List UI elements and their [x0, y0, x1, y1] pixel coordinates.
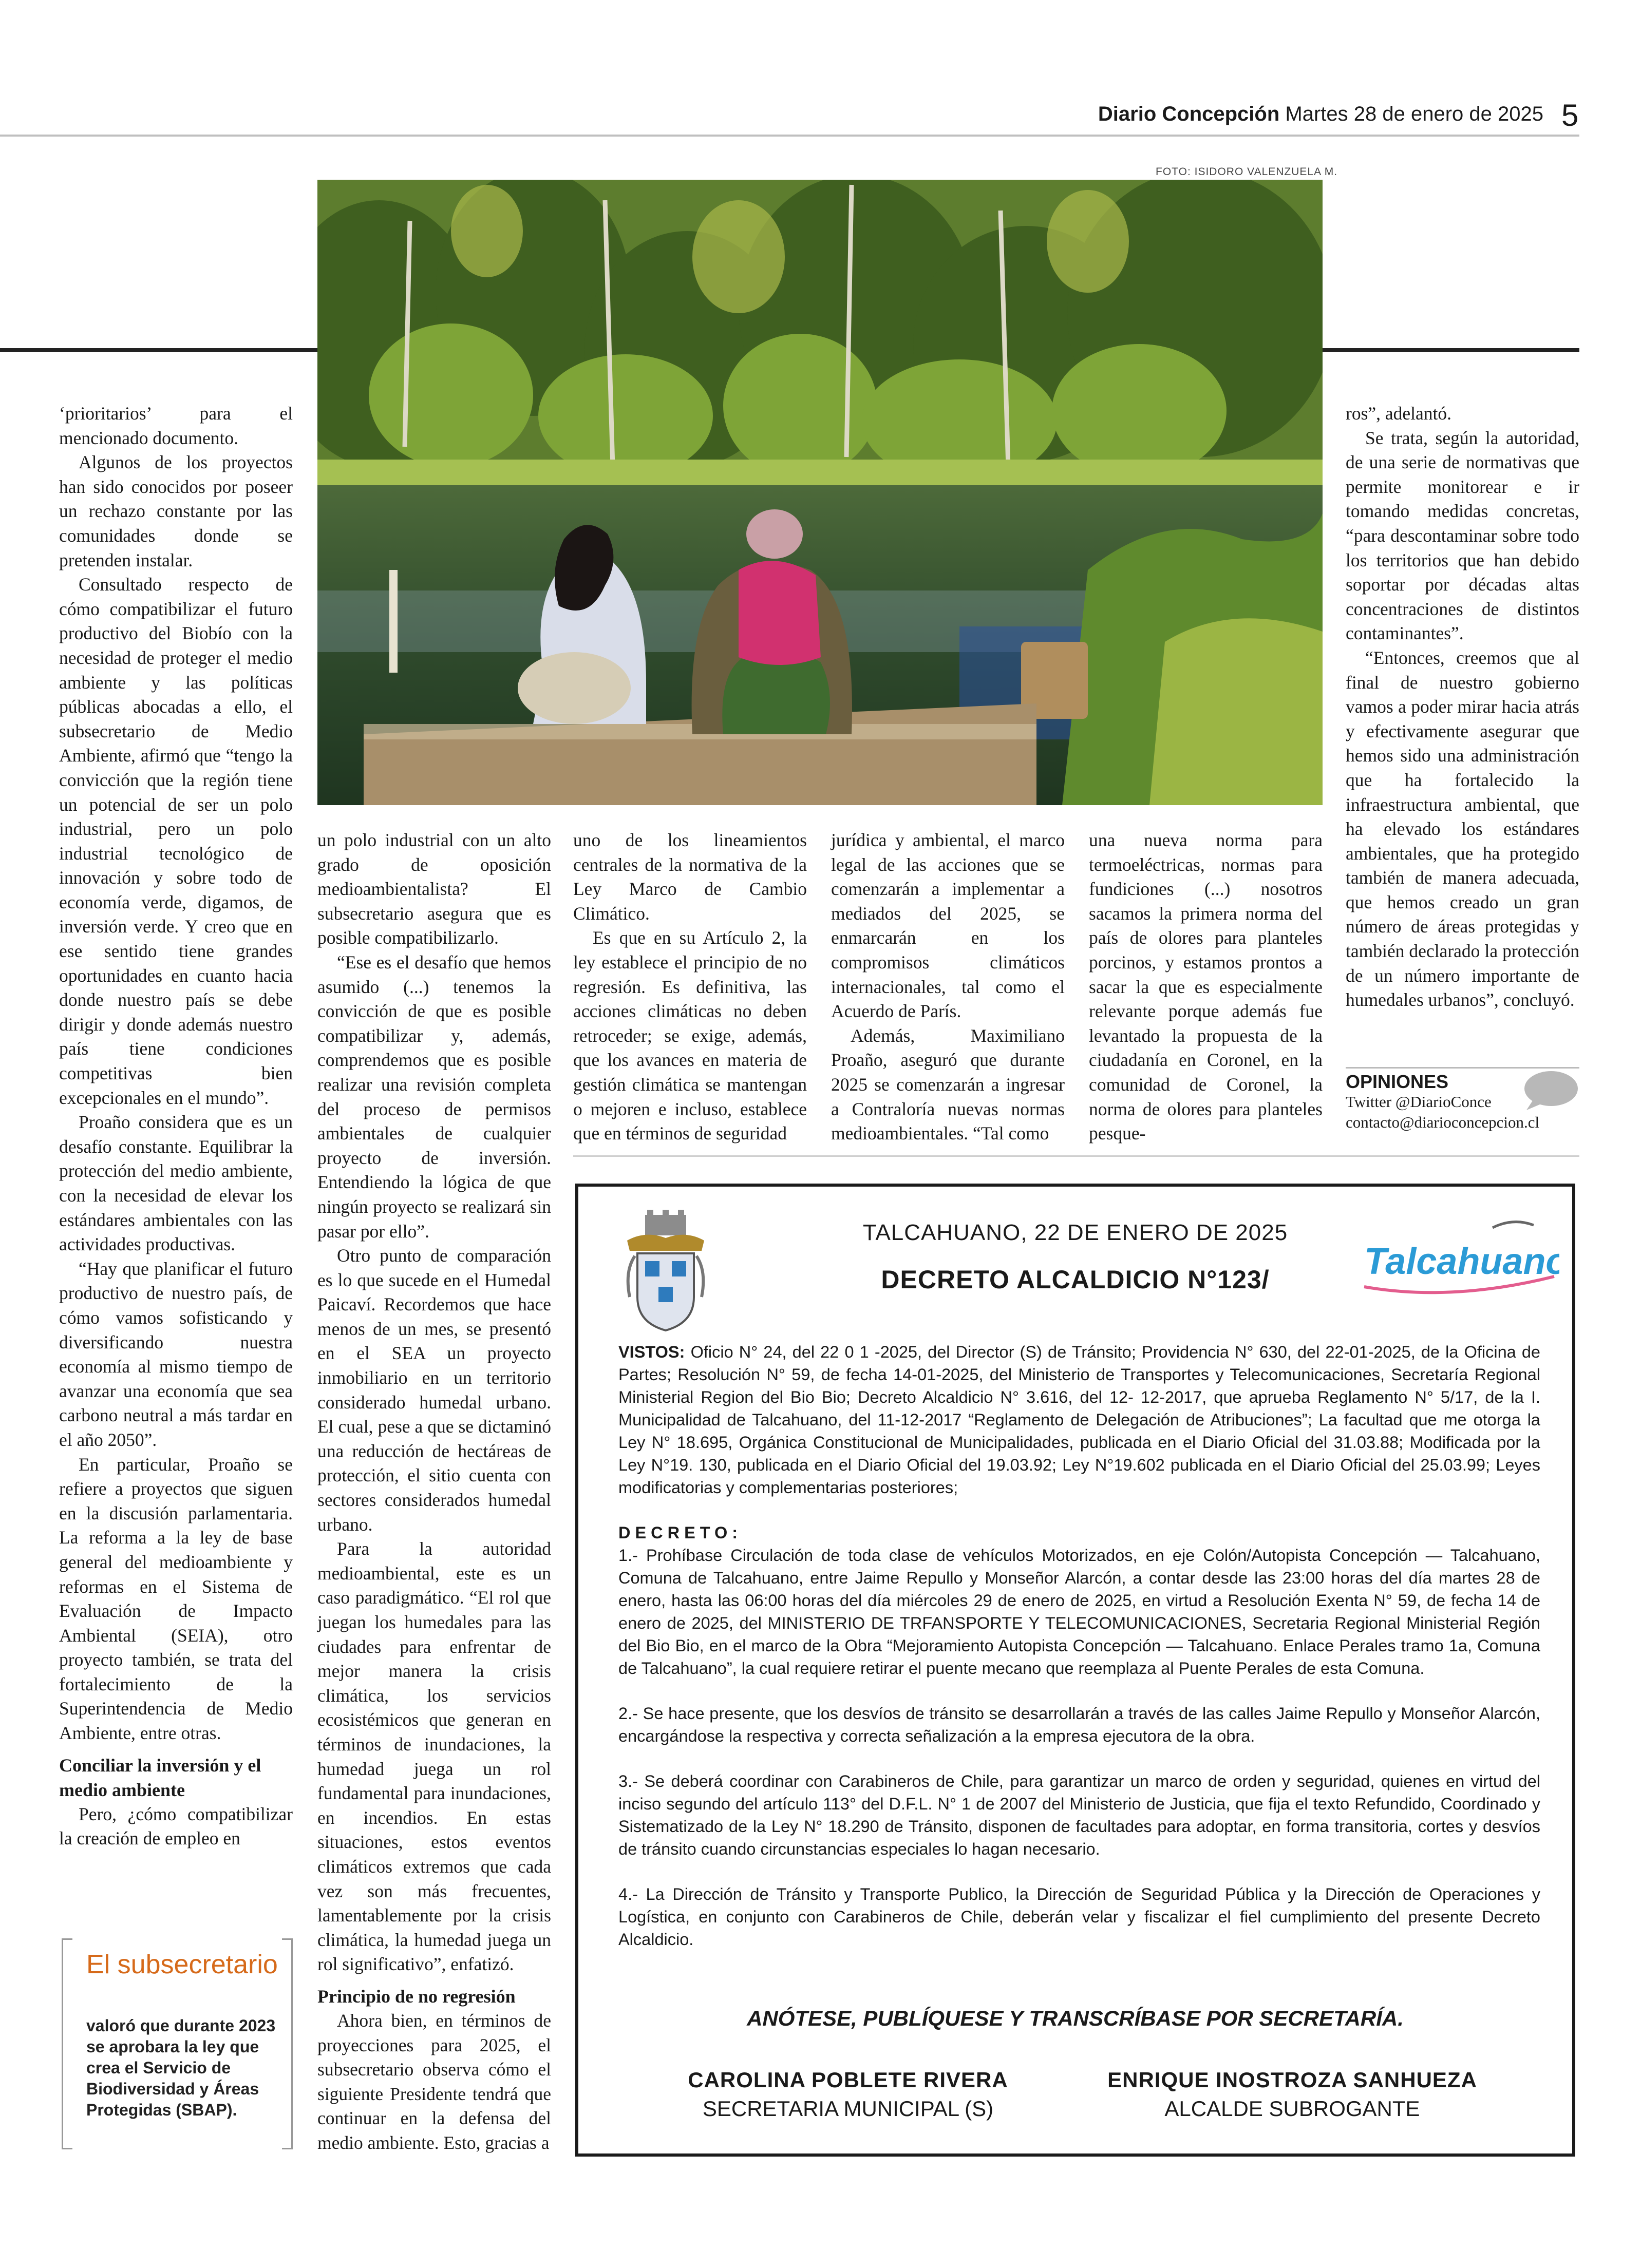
- vistos-paragraph: [618, 1341, 1540, 1499]
- article-column-4: [831, 828, 1065, 1146]
- paragraph: Pero, ¿cómo compatibilizar la creación de empleo en: [59, 1803, 293, 1849]
- decreto-label: DECRETO:: [618, 1523, 743, 1542]
- signatory-role: SECRETARIA MUNICIPAL (S): [702, 2097, 994, 2121]
- paragraph: Para la autoridad medioambiental, este es un caso paradigmático. “El rol que juegan los humedales para las ciudades para enfrentar de mejor manera la crisis climática, los servicios ecosistémicos que generan en términos de inundaciones, la humedad juega un rol fundamental para inundaciones, en incendios. En estas situaciones, estos eventos climáticos extremos que cada vez son más frecuentes, lamentablemente por la crisis climática, la humedad juega un rol significativo”, enfatizó.: [317, 1538, 551, 1975]
- paragraph: una nueva norma para termoeléctricas, normas para fundiciones (...) nosotros sacamos la primera norma del país de olores para planteles porcinos, y estamos prontos a sacar la que es especialmente relevante porque además fue levantado la propuesta de la ciudadanía en Coronel, en la comunidad de Coronel, la norma de olores para planteles pesque-: [1089, 830, 1323, 1144]
- signature-block: [655, 2066, 1041, 2123]
- paragraph: Algunos de los proyectos han sido conocidos por poseer un rechazo constante por las comunidades donde se pretenden instalar.: [59, 452, 293, 570]
- lake-photo: [317, 180, 1323, 805]
- photo-credit: FOTO: ISIDORO VALENZUELA M.: [1156, 166, 1338, 178]
- talcahuano-logo-text: Talcahuano: [1364, 1241, 1559, 1282]
- paragraph: Es que en su Artículo 2, la ley establece el principio de no regresión. Es definitiva, las acciones climáticas no deben retroceder; se exige, además, que los avances en materia de gestión climática se mantengan o mejoren e incluso, establece que en términos de seguridad: [573, 927, 807, 1144]
- decree-body: [618, 1341, 1540, 1973]
- decree-item: 3.- Se deberá coordinar con Carabineros de Chile, para garantizar un marco de orden y seguridad, quienes en virtud del inciso segundo del artículo 113° del D.F.L. N° 1 de 2007 del Ministerio de Justicia, que fija el texto Refundido, Coordinado y Sistematizado de la Ley N° 18.290 de Tránsito, disponen de facultades para adoptar, en forma transitoria, cortes y desvíos de tránsito cuando circunstancias especiales lo hagan necesario.: [618, 1772, 1540, 1858]
- paragraph: Además, Maximiliano Proaño, aseguró que durante 2025 se comenzarán a ingresar a Contraloría nuevas normas medioambientales. “Tal como: [831, 1025, 1065, 1144]
- paragraph: “Entonces, creemos que al final de nuestro gobierno vamos a poder mirar hacia atrás y efectivamente asegurar que hemos sido una administración que ha fortalecido la infraestructura ambiental, que ha elevado los estándares ambientales, que ha protegido también de manera adecuada, que hemos creado un gran número de áreas protegidas y también declarado la protección de un número importante de humedales urbanos”, concluyó.: [1346, 647, 1579, 1011]
- paragraph: un polo industrial con un alto grado de oposición medioambientalista? El subsecretario asegura que es posible compatibilizarlo.: [317, 830, 551, 948]
- vistos-label: VISTOS:: [618, 1343, 685, 1361]
- paragraph: Ahora bien, en términos de proyecciones para 2025, el subsecretario observa cómo el siguiente Presidente tendrá que continuar en la defensa del medio ambiente. Esto, gracias a: [317, 2010, 551, 2153]
- column-rule: [573, 1155, 1579, 1157]
- decree-date: TALCAHUANO, 22 DE ENERO DE 2025: [862, 1220, 1288, 1245]
- article-column-6: [1346, 402, 1579, 1013]
- issue-date: Martes 28 de enero de 2025: [1285, 103, 1543, 125]
- signatory-name: ENRIQUE INOSTROZA SANHUEZA: [1107, 2068, 1477, 2092]
- opiniones-title: OPINIONES: [1346, 1071, 1449, 1092]
- paragraph: Se trata, según la autoridad, de una serie de normativas que permite monitorear e ir tomando medidas concretas, “para descontaminar sobre todo los territorios que han debido soportar por décadas altas concentraciones de distintos contaminantes”.: [1346, 427, 1579, 644]
- speech-bubble-icon: [1520, 1069, 1579, 1111]
- signatory-name: CAROLINA POBLETE RIVERA: [688, 2068, 1008, 2092]
- bracket-left: [62, 1938, 72, 2149]
- paragraph: uno de los lineamientos centrales de la normativa de la Ley Marco de Cambio Climático.: [573, 830, 807, 924]
- signatory-role: ALCALDE SUBROGANTE: [1164, 2097, 1420, 2121]
- talcahuano-logo: [1359, 1215, 1559, 1305]
- article-column-3: [573, 828, 807, 1146]
- decree-notice: [575, 1184, 1575, 2157]
- newspaper-name: Diario Concepción: [1098, 103, 1280, 125]
- bracket-right: [282, 1938, 293, 2149]
- article-column-1: [59, 402, 293, 1851]
- masthead: [1098, 103, 1543, 126]
- decree-item: 4.- La Dirección de Tránsito y Transporte Publico, la Dirección de Seguridad Pública y la Dirección de Operaciones y Logística, en conjunto con Carabineros de Chile, deberán velar y fiscalizar el fiel cumplimiento del presente Decreto Alcaldicio.: [618, 1885, 1540, 1949]
- article-column-2: [317, 828, 551, 2155]
- paragraph: “Hay que planificar el futuro productivo de nuestro país, de cómo vamos sofisticando y diversificando nuestra economía al mismo tiempo de avanzar una economía que sea carbono neutral a más tardar en el año 2050”.: [59, 1258, 293, 1450]
- opiniones-rule: [1346, 1067, 1579, 1069]
- paragraph: jurídica y ambiental, el marco legal de las acciones que se comenzarán a implementar a mediados del 2025, se enmarcarán en los compromisos climáticos internacionales, tal como el Acuerdo de París.: [831, 830, 1065, 1022]
- pullquote-body: valoró que durante 2023 se aprobara la ley que crea el Servicio de Biodiversidad y Áreas Protegidas (SBAP).: [86, 2016, 276, 2119]
- decree-item: 1.- Prohíbase Circulación de toda clase de vehículos Motorizados, en eje Colón/Autopista Concepción — Talcahuano, Comuna de Talcahuano, entre Jaime Repullo y Monseñor Alarcón, a contar desde las 23:00 horas del día martes 28 de enero, hasta las 06:00 horas del día miércoles 29 de enero de 2025, en virtud a Resolución Exenta N° 59, de fecha 14 de enero de 2025, del MINISTERIO DE TRFANSPORTE Y TELECOMUNICACIONES, Secretaria Regional Ministerial Región del Bio Bio, en el marco de la Obra “Mejoramiento Autopista Concepción — Talcahuano. Enlace Perales tramo 1a, Comuna de Talcahuano”, la cual requiere retirar el puente mecano que reemplaza al Puente Perales de esta Comuna.: [618, 1546, 1540, 1678]
- page-number: 5: [1561, 98, 1579, 132]
- paragraph: En particular, Proaño se refiere a proyectos que siguen en la discusión parlamentaria. La reforma a la ley de base general del medioambiente y reformas en el Sistema de Evaluación de Impacto Ambiental (SEIA), otro proyecto también, se trata del fortalecimiento de la Superintendencia de Medio Ambiente, entre otras.: [59, 1454, 293, 1744]
- subheading: Conciliar la inversión y el medio ambiente: [59, 1755, 261, 1800]
- article-column-5: [1089, 828, 1323, 1146]
- contact-email[interactable]: contacto@diarioconcepcion.cl: [1346, 1113, 1540, 1131]
- pullquote-title: El subsecretario: [86, 1950, 278, 1979]
- paragraph: ros”, adelantó.: [1346, 403, 1452, 424]
- section-rule-left: [0, 348, 318, 352]
- subheading: Principio de no regresión: [317, 1986, 516, 2007]
- paragraph: Otro punto de comparación es lo que sucede en el Humedal Paicaví. Recordemos que hace menos de un mes, se presentó en el SEA un proyecto inmobiliario en un territorio considerado humedal urbano. El cual, pese a que se dictaminó una reducción de hectáreas de protección, el sitio cuenta con sectores considerados humedal urbano.: [317, 1245, 551, 1535]
- section-rule-right: [1323, 348, 1579, 352]
- twitter-handle[interactable]: Twitter @DiarioConce: [1346, 1093, 1492, 1111]
- decree-closing: ANÓTESE, PUBLÍQUESE Y TRANSCRÍBASE POR SECRETARÍA.: [747, 2006, 1404, 2030]
- paragraph: Proaño considera que es un desafío constante. Equilibrar la protección del medio ambiente, con la necesidad de elevar los estándares ambientales con las actividades productivas.: [59, 1112, 293, 1255]
- paragraph: Consultado respecto de cómo compatibilizar el futuro productivo del Biobío con la necesidad de proteger el medio ambiente y las políticas públicas abocadas a ello, el subsecretario de Medio Ambiente, afirmó que “tengo la convicción que la región tiene un potencial de ser un polo industrial, pero un polo industrial tecnológico de innovación y sobre todo de economía verde, digamos, de inversión verde. Y creo que en ese sentido tiene grandes oportunidades en cuanto hacia donde nuestro país se debe dirigir y donde además nuestro país tiene condiciones competitivas bien excepcionales en el mundo”.: [59, 574, 293, 1108]
- paragraph: “Ese es el desafío que hemos asumido (...) tenemos la convicción de que es posible compatibilizar y, además, comprendemos que es posible realizar una revisión completa del proceso de permisos ambientales de cualquier proyecto de inversión. Entendiendo la lógica de que ningún proyecto se realizará sin pasar por ello”.: [317, 951, 551, 1242]
- decree-item: 2.- Se hace presente, que los desvíos de tránsito se desarrollarán a través de las calles Jaime Repullo y Monseñor Alarcón, encargándose la respectiva y correcta señalización a la empresa ejecutora de la obra.: [618, 1704, 1540, 1745]
- vistos-text: Oficio N° 24, del 22 0 1 -2025, del Director (S) de Tránsito; Providencia N° 630, del 22-01-2025, de la Oficina de Partes; Resolución N° 59, de fecha 14-01-2025, del Ministerio de Transportes y Telecomunicaciones, Secretaría Regional Ministerial Region del Bio Bio; Decreto Alcaldicio N° 3.616, del 12- 12-2017, que aprueba Reglamento N° 5/17, de la I. Municipalidad de Talcahuano, del 11-12-2017 “Reglamento de Delegación de Atribuciones”; La facultad que me otorga la Ley N° 18.695, Orgánica Constitucional de Municipalidades, publicada en el Diario Oficial del 31.03.88; Modificada por la Ley N°19. 130, publicada en el Diario Oficial del 19.03.92; Ley N°19.602 publicada en el Diario Oficial del 25.03.99; Leyes modificatorias y complementarias posteriores;: [618, 1343, 1541, 1497]
- pullquote: [62, 1938, 293, 2154]
- decree-title: DECRETO ALCALDICIO N°123/: [881, 1265, 1270, 1294]
- signature-block: [1100, 2066, 1485, 2123]
- header-rule: [0, 135, 1579, 137]
- paragraph: ‘prioritarios’ para el mencionado documento.: [59, 403, 293, 448]
